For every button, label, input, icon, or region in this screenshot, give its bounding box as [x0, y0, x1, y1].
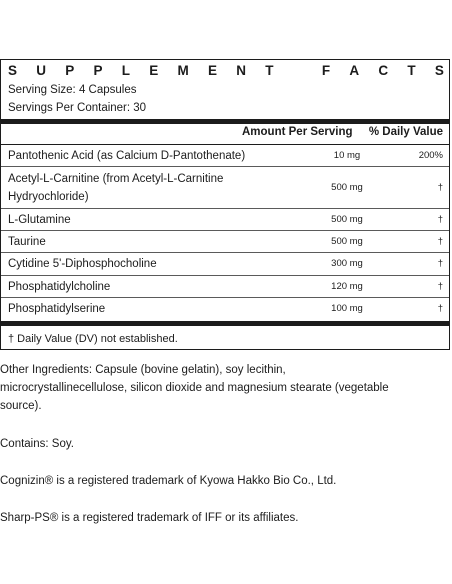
title-letter: E	[149, 63, 159, 78]
nutrient-daily-value: †	[437, 214, 443, 225]
nutrient-daily-value: †	[437, 182, 443, 193]
nutrient-amount: 500 mg	[331, 214, 363, 225]
nutrient-name	[8, 147, 245, 165]
nutrient-name-line: Acetyl-L-Carnitine (from Acetyl-L-Carnitine	[8, 173, 224, 185]
nutrient-amount: 500 mg	[331, 236, 363, 247]
nutrient-name-line: Pantothenic Acid (as Calcium D-Pantothenate)	[8, 150, 246, 162]
nutrient-daily-value: †	[437, 303, 443, 314]
supplement-facts-panel	[0, 59, 450, 350]
nutrient-daily-value: †	[437, 258, 443, 269]
nutrient-name	[8, 278, 110, 296]
nutrient-name	[8, 170, 223, 206]
nutrient-amount: 10 mg	[333, 150, 361, 161]
nutrient-name	[8, 300, 105, 318]
nutrient-row	[1, 145, 449, 167]
title-letter: N	[236, 63, 246, 78]
nutrient-row	[1, 167, 449, 209]
nutrient-daily-value: †	[437, 236, 443, 247]
title-letter: S	[8, 63, 18, 78]
nutrient-name-line: Phosphatidylcholine	[8, 281, 111, 293]
title-letter: L	[121, 63, 130, 78]
nutrient-row	[1, 276, 449, 298]
daily-value-header: % Daily Value	[368, 126, 443, 138]
title-letter: U	[36, 63, 46, 78]
sharp-ps-trademark-note: Sharp-PS® is a registered trademark of IFF or its affiliates.	[0, 512, 299, 524]
title-letter: S	[434, 63, 444, 78]
title-letter: C	[378, 63, 389, 78]
nutrient-row	[1, 298, 449, 320]
nutrient-name-line: L-Glutamine	[8, 214, 71, 226]
serving-size: Serving Size: 4 Capsules	[8, 84, 137, 96]
nutrient-amount: 500 mg	[331, 182, 363, 193]
amount-per-serving-header: Amount Per Serving	[242, 126, 353, 138]
nutrient-name-line: Hydryochloride)	[8, 191, 89, 203]
daily-value-footnote: † Daily Value (DV) not established.	[8, 333, 178, 345]
cognizin-trademark-note: Cognizin® is a registered trademark of Kyowa Hakko Bio Co., Ltd.	[0, 475, 337, 487]
nutrient-row	[1, 231, 449, 253]
other-ingredients-line: microcrystallinecellulose, silicon dioxide and magnesium stearate (vegetable	[0, 382, 389, 394]
allergen-statement: Contains: Soy.	[0, 438, 74, 450]
title-letter: A	[349, 63, 360, 78]
servings-per-container: Servings Per Container: 30	[8, 102, 147, 114]
nutrient-amount: 300 mg	[331, 258, 363, 269]
title-letter: P	[65, 63, 75, 78]
title-letter: T	[407, 63, 416, 78]
title-letter: E	[207, 63, 217, 78]
nutrient-name	[8, 233, 46, 251]
title-letter: T	[265, 63, 274, 78]
nutrient-daily-value: †	[437, 281, 443, 292]
thick-divider	[1, 321, 449, 326]
other-ingredients	[0, 361, 440, 415]
title-letter: P	[93, 63, 103, 78]
nutrient-name	[8, 211, 71, 229]
nutrient-name	[8, 255, 157, 273]
nutrient-amount: 100 mg	[331, 303, 363, 314]
nutrient-amount: 120 mg	[331, 281, 363, 292]
nutrient-daily-value: 200%	[418, 150, 443, 161]
title-letter: F	[321, 63, 331, 78]
other-ingredients-line: Other Ingredients: Capsule (bovine gelatin), soy lecithin,	[0, 364, 286, 376]
nutrient-row	[1, 209, 449, 231]
other-ingredients-line: source).	[0, 400, 42, 412]
nutrient-name-line: Phosphatidylserine	[8, 303, 106, 315]
thick-divider	[1, 119, 449, 124]
panel-title	[8, 62, 444, 80]
nutrient-name-line: Cytidine 5'-Diphosphocholine	[8, 258, 157, 270]
title-gap	[293, 62, 303, 80]
nutrient-name-line: Taurine	[8, 236, 46, 248]
title-letter: M	[177, 63, 189, 78]
nutrient-row	[1, 253, 449, 276]
